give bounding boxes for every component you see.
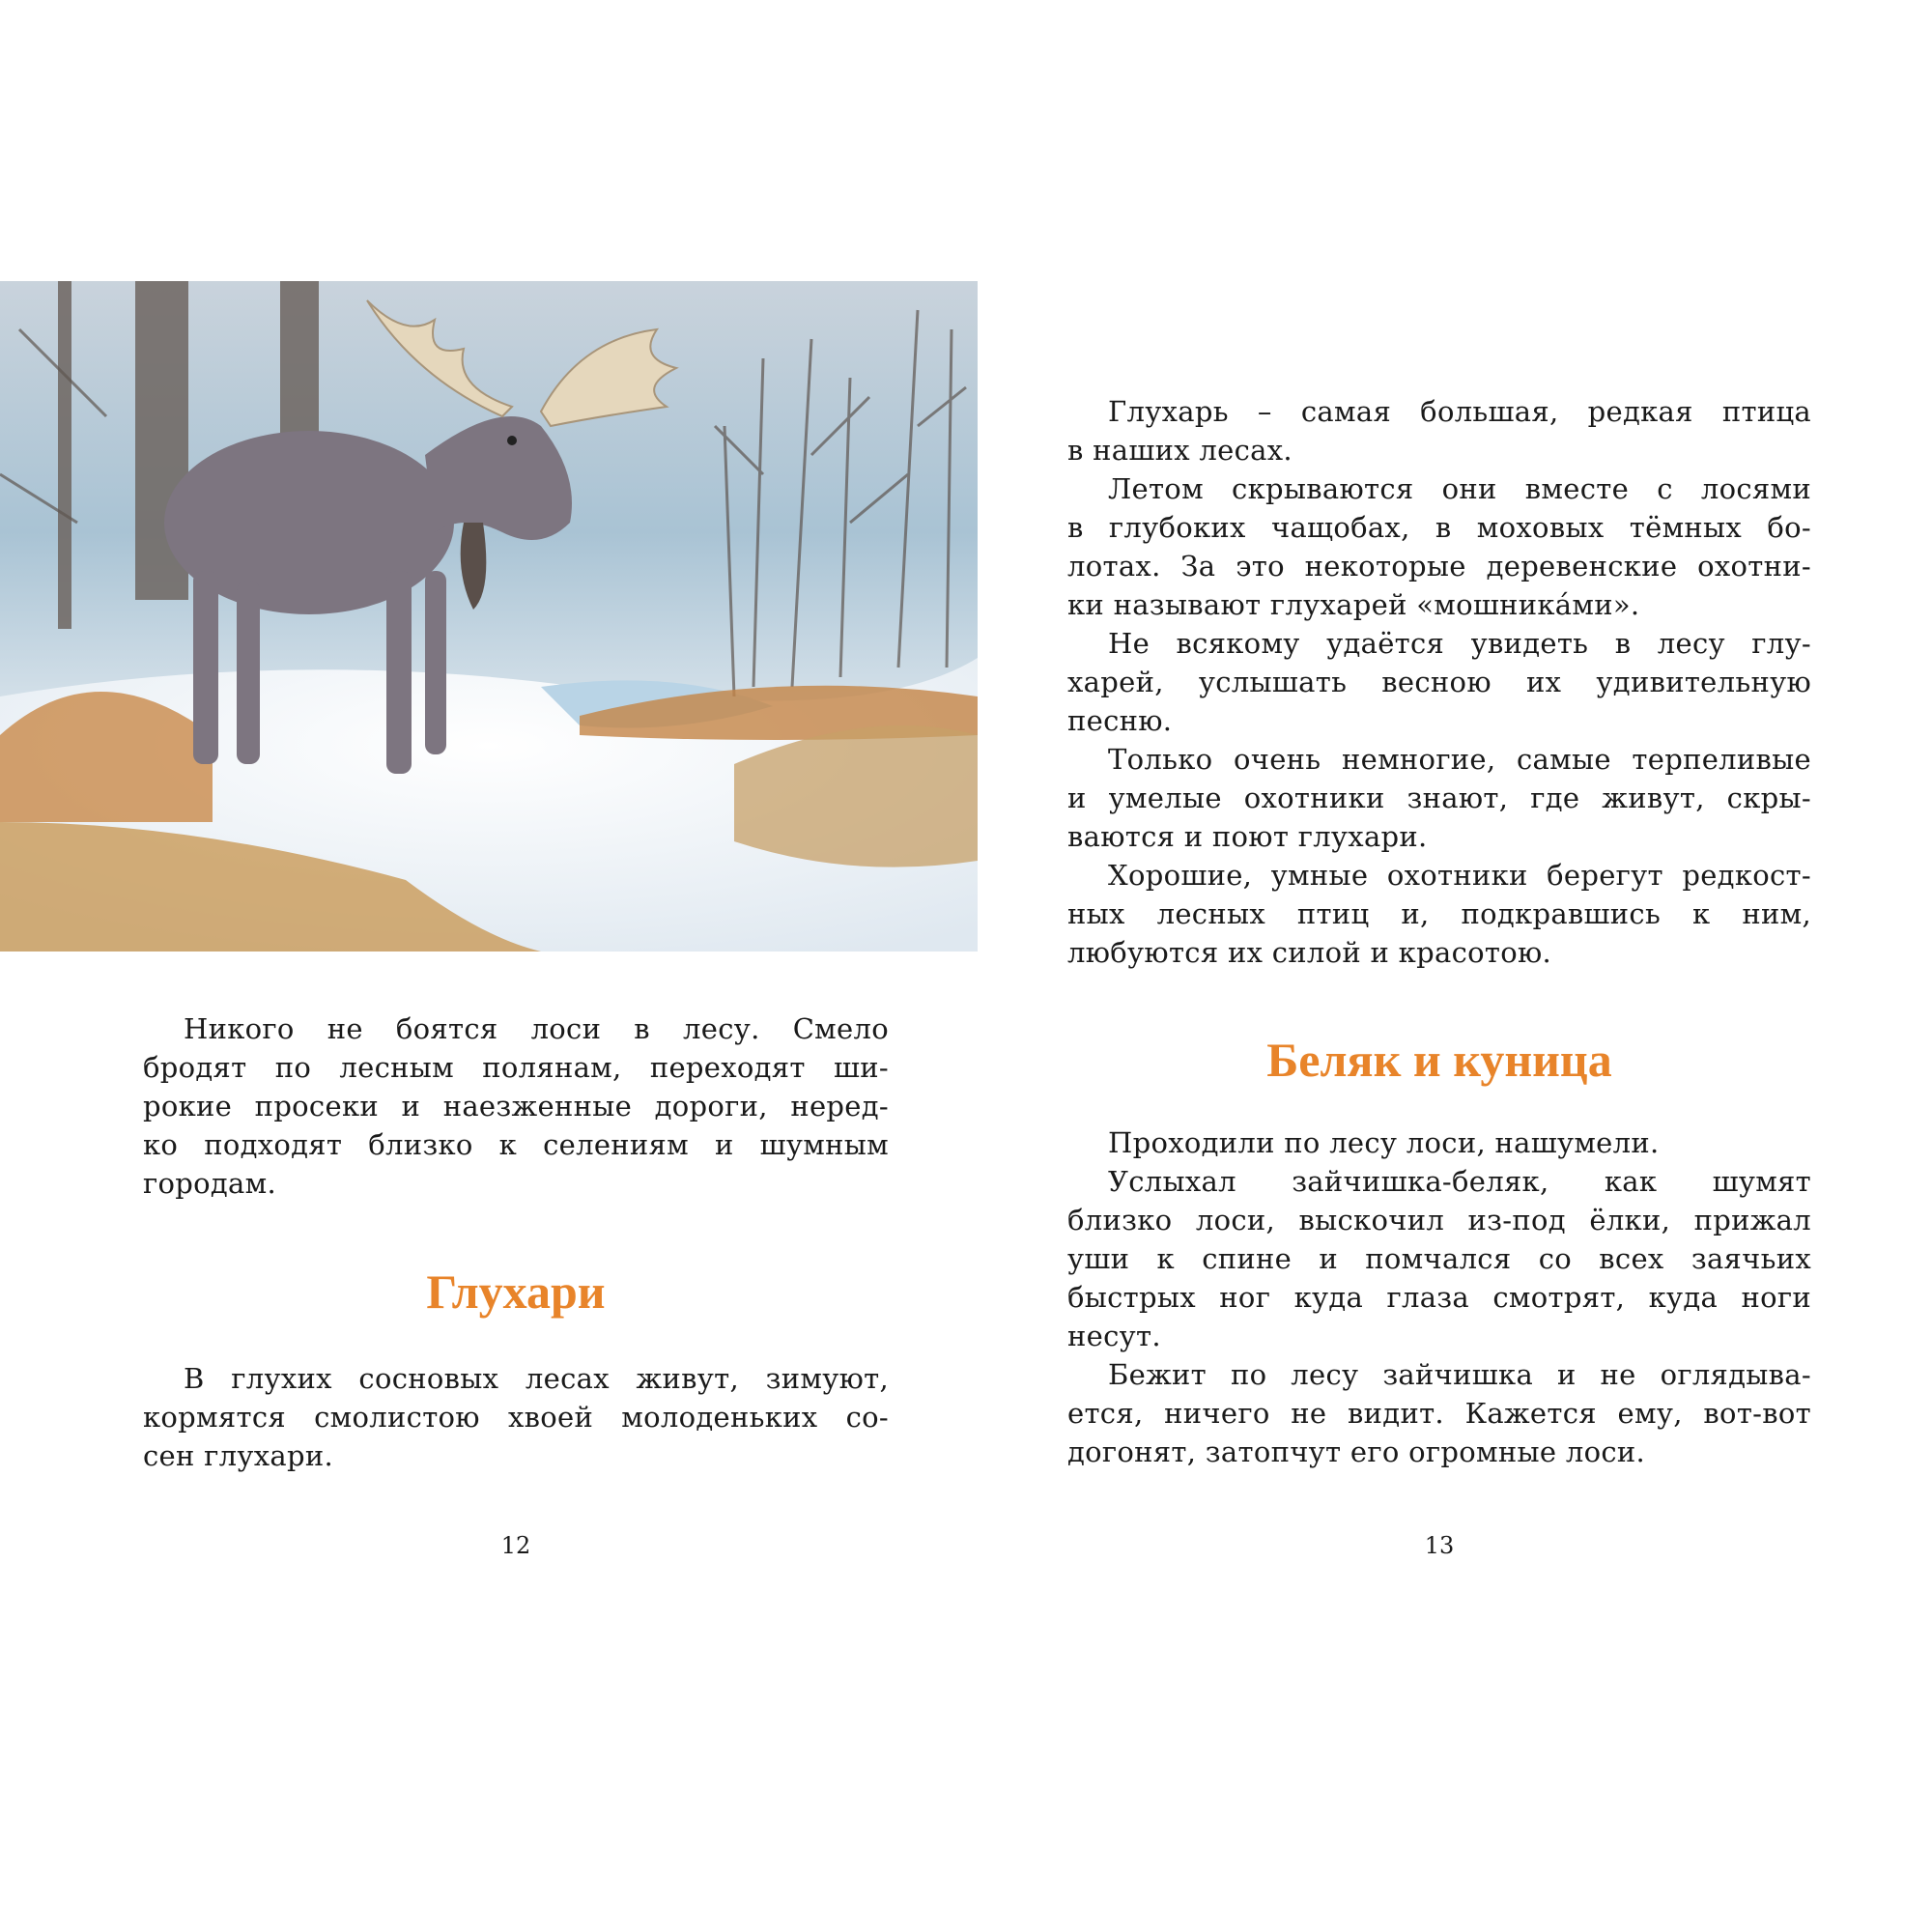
text-line: Хорошие, умные охотники берегут редкост- bbox=[1108, 859, 1811, 892]
text-line: Услыхал зайчишка-беляк, как шумят bbox=[1108, 1165, 1811, 1198]
text-line: песню. bbox=[1067, 704, 1173, 737]
text-line: и умелые охотники знают, где живут, скры- bbox=[1067, 781, 1811, 814]
left-section-text bbox=[143, 1359, 889, 1475]
text-line: Глухарь – самая большая, редкая птица bbox=[1108, 395, 1811, 428]
text-line: в наших лесах. bbox=[1067, 434, 1293, 467]
section-heading-glukhari: Глухари bbox=[426, 1264, 606, 1319]
text-line: ко подходят близко к селениям и шумным bbox=[143, 1128, 889, 1161]
text-line: догонят, затопчут его огромные лоси. bbox=[1067, 1435, 1646, 1468]
text-line: В глухих сосновых лесах живут, зимуют, bbox=[184, 1362, 889, 1395]
text-line: ваются и поют глухари. bbox=[1067, 820, 1428, 853]
text-line: ется, ничего не видит. Кажется ему, вот-вот bbox=[1067, 1397, 1811, 1430]
text-line: ки называют глухарей «мошника́ми». bbox=[1067, 588, 1640, 621]
text-line: лотах. За это некоторые деревенские охотни- bbox=[1067, 550, 1811, 582]
text-line: любуются их силой и красотою. bbox=[1067, 936, 1552, 969]
text-line: несут. bbox=[1067, 1320, 1161, 1352]
page-number-left: 12 bbox=[500, 1532, 531, 1559]
page-number-right: 13 bbox=[1424, 1532, 1455, 1559]
moose-winter-illustration bbox=[0, 281, 978, 952]
text-line: кормятся смолистою хвоей молоденьких со- bbox=[143, 1401, 889, 1434]
right-intro-text bbox=[1067, 392, 1811, 972]
text-line: Летом скрываются они вместе с лосями bbox=[1108, 472, 1811, 505]
text-line: быстрых ног куда глаза смотрят, куда ноги bbox=[1067, 1281, 1811, 1314]
text-line: рокие просеки и наезженные дороги, неред- bbox=[143, 1090, 889, 1122]
text-line: уши к спине и помчался со всех заячьих bbox=[1067, 1242, 1811, 1275]
text-line: Бежит по лесу зайчишка и не оглядыва- bbox=[1108, 1358, 1811, 1391]
right-section-text bbox=[1067, 1123, 1811, 1471]
text-line: близко лоси, выскочил из-под ёлки, прижал bbox=[1067, 1204, 1811, 1236]
text-line: харей, услышать весною их удивительную bbox=[1067, 666, 1811, 698]
text-line: ных лесных птиц и, подкравшись к ним, bbox=[1067, 897, 1811, 930]
text-line: сен глухари. bbox=[143, 1439, 333, 1472]
text-line: Проходили по лесу лоси, нашумели. bbox=[1108, 1126, 1660, 1159]
text-line: Не всякому удаётся увидеть в лесу глу- bbox=[1108, 627, 1811, 660]
text-line: Только очень немногие, самые терпеливые bbox=[1108, 743, 1811, 776]
text-line: Никого не боятся лоси в лесу. Смело bbox=[184, 1012, 889, 1045]
section-heading-belyak-i-kunitsa: Беляк и куница bbox=[1266, 1033, 1612, 1087]
text-line: бродят по лесным полянам, переходят ши- bbox=[143, 1051, 889, 1084]
text-line: городам. bbox=[143, 1167, 276, 1200]
text-line: в глубоких чащобах, в моховых тёмных бо- bbox=[1067, 511, 1811, 544]
left-intro-text bbox=[143, 1009, 889, 1203]
